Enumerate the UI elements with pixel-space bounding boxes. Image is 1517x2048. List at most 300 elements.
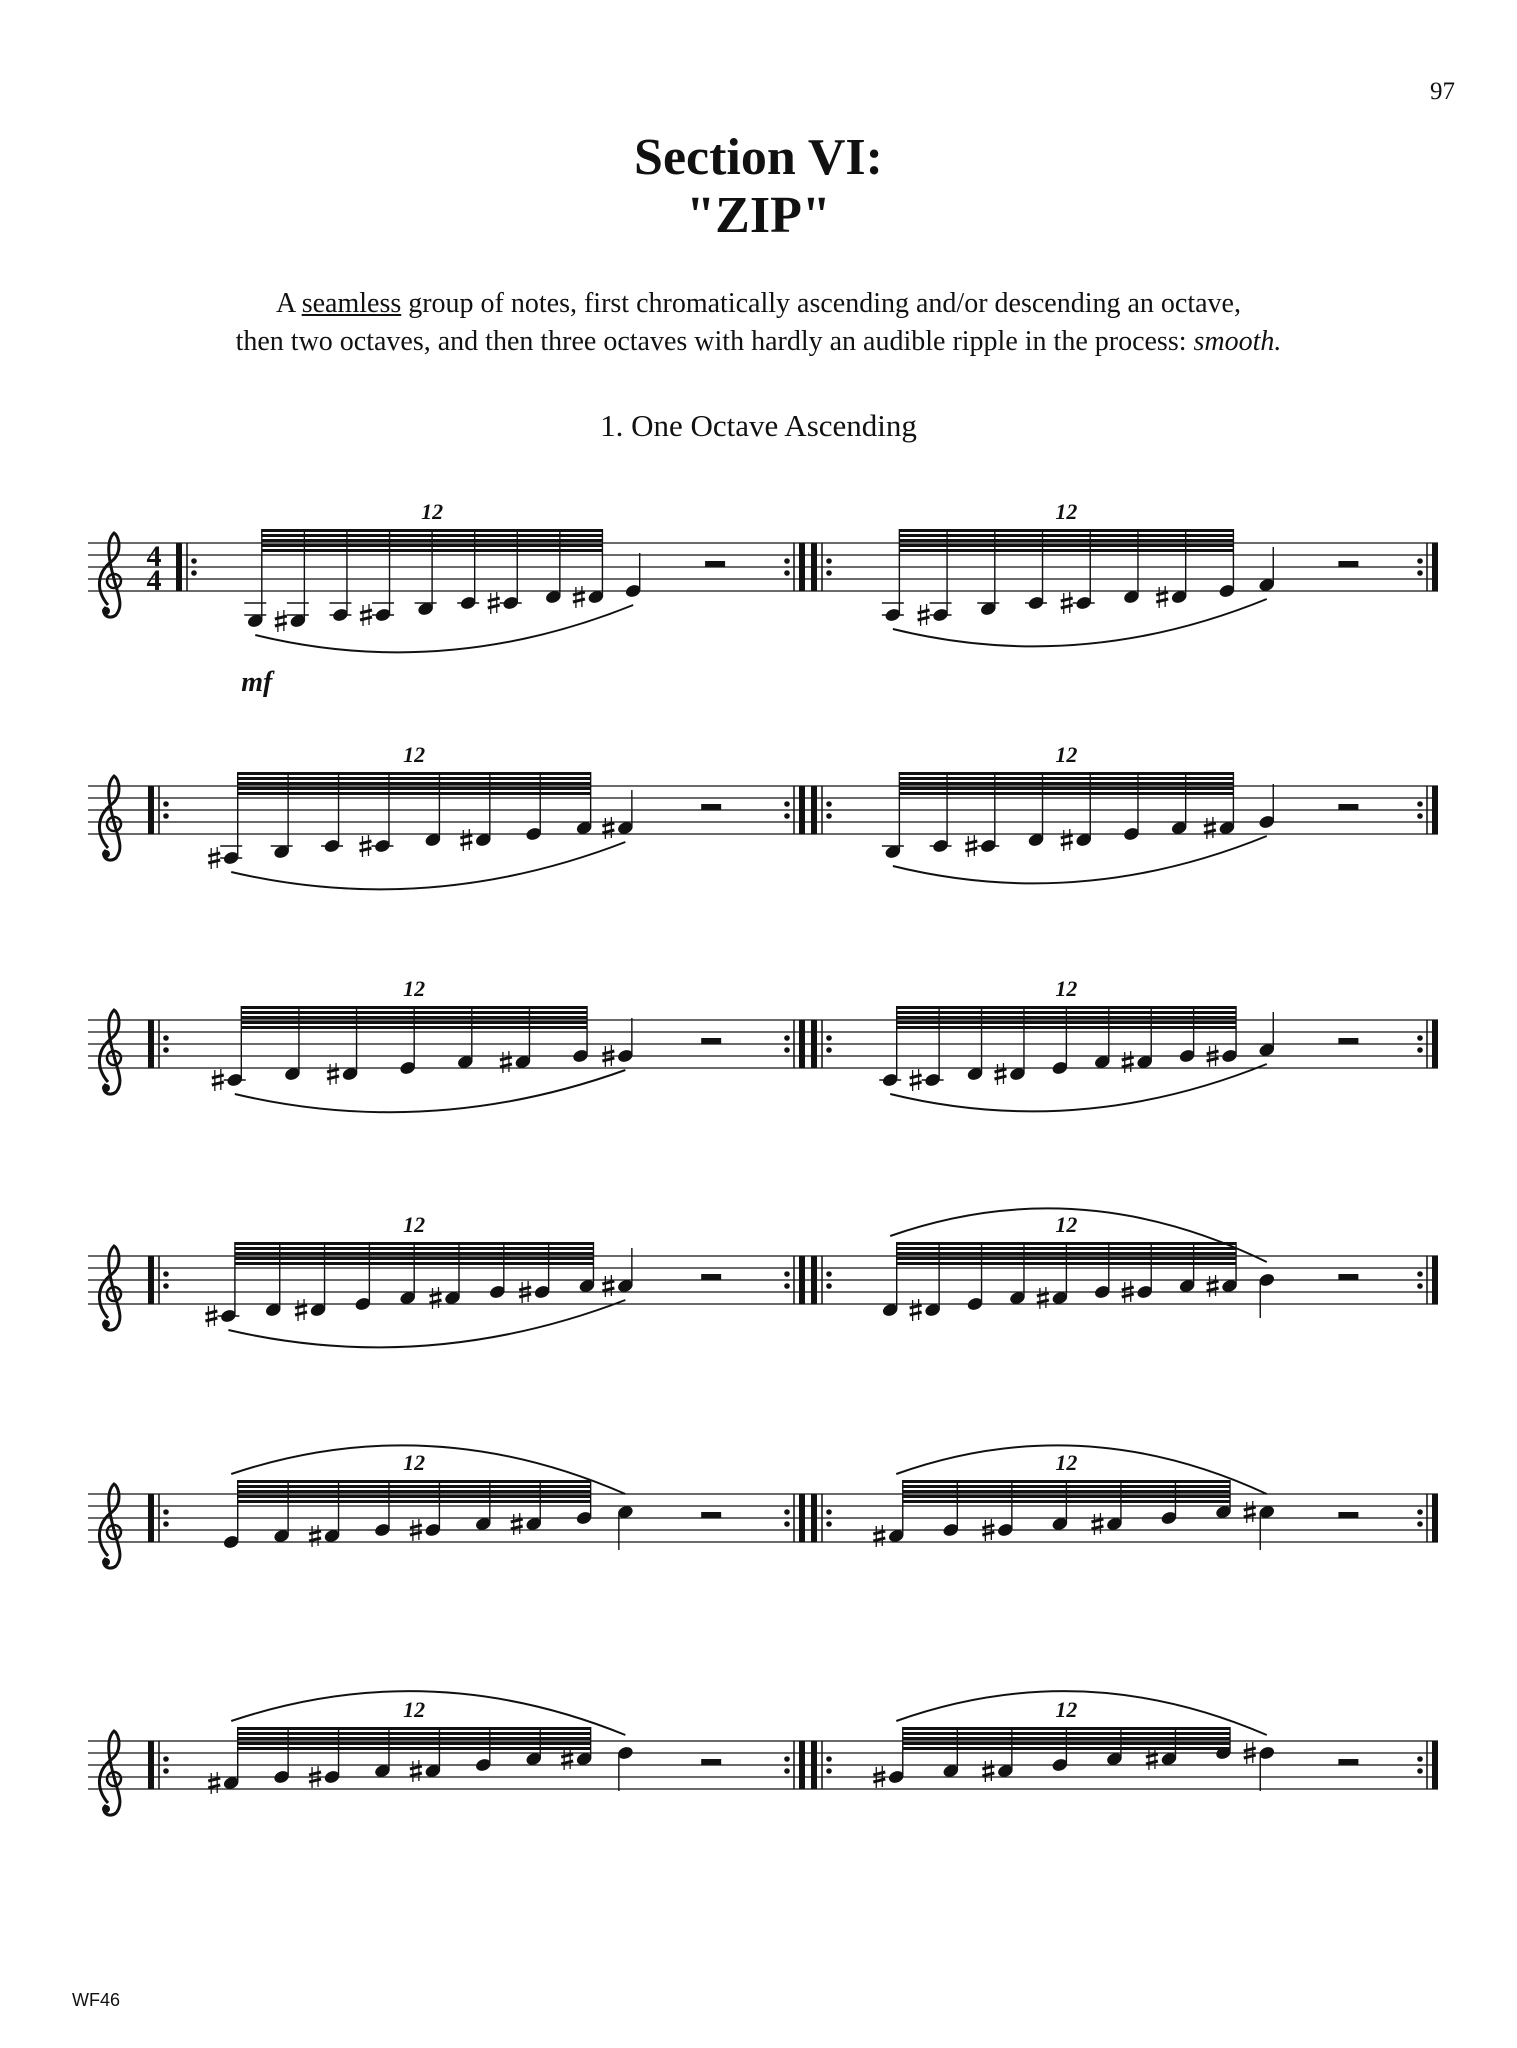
beam	[897, 1242, 1236, 1245]
beam	[897, 1262, 1236, 1265]
sharp-sign	[275, 610, 287, 632]
sharp-bar	[327, 1069, 339, 1072]
sharp-bar	[873, 1772, 885, 1775]
sharp-bar	[561, 1761, 573, 1764]
repeat-dot	[826, 570, 832, 576]
measure	[873, 1445, 1358, 1550]
sharp-sign	[1061, 829, 1073, 851]
beam	[903, 1485, 1230, 1488]
half-rest	[1338, 1759, 1358, 1765]
clef-dot	[102, 1558, 110, 1566]
slur	[228, 1300, 625, 1347]
repeat-thick-bar	[1432, 1494, 1438, 1542]
beam	[238, 782, 591, 785]
sharp-bar	[511, 1519, 523, 1522]
repeat-thick-bar	[799, 1256, 805, 1304]
sharp-sign	[873, 1525, 885, 1547]
sharp-bar	[1061, 835, 1073, 838]
sharp-sign	[500, 1051, 512, 1073]
description-line2: then two octaves, and then three octaves with hardly an audible ripple in the process:	[235, 326, 1194, 357]
sharp-bar	[208, 860, 220, 863]
sharp-bar	[1207, 1288, 1219, 1291]
description-underlined: seamless	[301, 288, 402, 319]
sharp-bar	[205, 1318, 217, 1321]
beam	[238, 792, 591, 795]
beam	[897, 1026, 1236, 1029]
sharp-bar	[561, 1754, 573, 1757]
description-italic: smooth.	[1193, 326, 1282, 357]
beam	[897, 1252, 1236, 1255]
beam	[238, 1732, 591, 1735]
sharp-sign	[309, 1525, 321, 1547]
staff-system	[88, 1691, 1438, 1815]
sharp-bar	[965, 848, 977, 851]
beam	[899, 787, 1233, 790]
sharp-sign	[910, 1069, 922, 1091]
beam	[241, 1021, 587, 1024]
sharp-bar	[994, 1076, 1006, 1079]
beam	[238, 772, 591, 775]
clef-dot	[102, 607, 110, 615]
sharp-sign	[1207, 1275, 1219, 1297]
sharp-sign	[460, 829, 472, 851]
beam	[238, 1500, 591, 1503]
repeat-dot	[784, 558, 790, 564]
beam	[262, 544, 603, 547]
repeat-thick-bar	[811, 1020, 817, 1068]
repeat-dot	[163, 1756, 169, 1762]
repeat-dot	[163, 1768, 169, 1774]
repeat-dot	[1417, 1768, 1423, 1774]
repeat-dot	[784, 1768, 790, 1774]
repeat-dot	[784, 570, 790, 576]
sharp-bar	[359, 841, 371, 844]
half-rest	[701, 1512, 721, 1518]
measure	[241, 499, 725, 698]
sharp-sign	[1061, 592, 1073, 614]
sharp-bar	[295, 1305, 307, 1308]
sharp-sign	[488, 592, 500, 614]
repeat-thick-bar	[811, 543, 817, 591]
beam	[235, 1247, 594, 1250]
repeat-thick-bar	[1432, 1020, 1438, 1068]
sharp-sign	[1156, 586, 1168, 608]
beam	[899, 777, 1233, 780]
repeat-dot	[1417, 1521, 1423, 1527]
repeat-thick-bar	[148, 1494, 154, 1542]
sharp-bar	[212, 1075, 224, 1078]
repeat-thick-bar	[799, 543, 805, 591]
half-rest	[1338, 1512, 1358, 1518]
half-rest	[1338, 804, 1358, 810]
sharp-sign	[994, 1063, 1006, 1085]
beam	[238, 1737, 591, 1740]
sharp-sign	[965, 835, 977, 857]
beam	[262, 529, 603, 532]
beam	[238, 787, 591, 790]
measure	[882, 499, 1359, 646]
repeat-thick-bar	[148, 786, 154, 834]
treble-clef	[99, 776, 121, 860]
sharp-bar	[309, 1779, 321, 1782]
repeat-dot	[163, 1283, 169, 1289]
clef-dot	[102, 1084, 110, 1092]
sharp-bar	[359, 848, 371, 851]
tuplet-number: 12	[1055, 1450, 1078, 1475]
treble-clef	[99, 1010, 121, 1094]
sharp-bar	[910, 1082, 922, 1085]
clef-dot	[102, 1805, 110, 1813]
beam	[899, 549, 1233, 552]
repeat-thick-bar	[799, 786, 805, 834]
sharp-bar	[573, 592, 585, 595]
repeat-dot	[784, 1271, 790, 1277]
section-subtitle: "ZIP"	[686, 187, 831, 244]
beam	[238, 1480, 591, 1483]
sharp-bar	[1037, 1300, 1049, 1303]
sharp-bar	[360, 617, 372, 620]
staff-system	[88, 742, 1438, 889]
sharp-sign	[1037, 1287, 1049, 1309]
sharp-bar	[873, 1538, 885, 1541]
sharp-bar	[994, 1069, 1006, 1072]
measure	[208, 742, 721, 889]
sharp-sign	[1122, 1051, 1134, 1073]
staff-system	[88, 976, 1438, 1112]
sharp-bar	[982, 1525, 994, 1528]
repeat-dot	[163, 1509, 169, 1515]
tuplet-number: 12	[403, 1450, 426, 1475]
dynamic-marking: mf	[241, 667, 273, 698]
repeat-dot	[784, 801, 790, 807]
sharp-bar	[410, 1532, 422, 1535]
beam	[903, 1495, 1230, 1498]
time-signature-top: 4	[146, 540, 162, 573]
sharp-bar	[602, 1288, 614, 1291]
repeat-dot	[826, 801, 832, 807]
treble-clef	[99, 533, 121, 617]
sharp-bar	[410, 1773, 422, 1776]
beam	[238, 1747, 591, 1750]
sharp-sign	[982, 1760, 994, 1782]
beam	[903, 1737, 1230, 1740]
repeat-thick-bar	[811, 786, 817, 834]
beam	[897, 1021, 1236, 1024]
sharp-bar	[410, 1525, 422, 1528]
sharp-bar	[1122, 1064, 1134, 1067]
beam	[235, 1262, 594, 1265]
half-rest	[701, 1038, 721, 1044]
sharp-bar	[519, 1294, 531, 1297]
sharp-bar	[1207, 1051, 1219, 1054]
sharp-bar	[1091, 1519, 1103, 1522]
repeat-dot	[163, 1047, 169, 1053]
repeat-dot	[163, 1271, 169, 1277]
sharp-bar	[1122, 1057, 1134, 1060]
beam	[903, 1480, 1230, 1483]
beam	[897, 1247, 1236, 1250]
beam	[899, 539, 1233, 542]
measure	[208, 1691, 721, 1794]
beam	[903, 1742, 1230, 1745]
description-start: A	[276, 288, 302, 319]
tuplet-number: 12	[1055, 742, 1078, 767]
sharp-bar	[327, 1076, 339, 1079]
beam	[238, 1495, 591, 1498]
sharp-sign	[1091, 1513, 1103, 1535]
repeat-dot	[826, 1521, 832, 1527]
beam	[897, 1011, 1236, 1014]
repeat-dot	[826, 1283, 832, 1289]
beam	[899, 772, 1233, 775]
sharp-sign	[205, 1305, 217, 1327]
sharp-bar	[205, 1311, 217, 1314]
beam	[241, 1016, 587, 1019]
sharp-bar	[295, 1312, 307, 1315]
sharp-bar	[1122, 1294, 1134, 1297]
repeat-thick-bar	[1432, 543, 1438, 591]
clef-dot	[102, 1320, 110, 1328]
sharp-bar	[309, 1772, 321, 1775]
repeat-dot	[1417, 1283, 1423, 1289]
repeat-dot	[163, 801, 169, 807]
repeat-dot	[163, 1035, 169, 1041]
repeat-dot	[1417, 1756, 1423, 1762]
sharp-bar	[410, 1766, 422, 1769]
beam	[238, 1485, 591, 1488]
measure	[222, 1445, 721, 1550]
repeat-thick-bar	[1432, 1256, 1438, 1304]
beam	[903, 1500, 1230, 1503]
tuplet-number: 12	[403, 976, 426, 1001]
sharp-sign	[573, 586, 585, 608]
repeat-dot	[1417, 1035, 1423, 1041]
sharp-bar	[208, 853, 220, 856]
beam	[262, 539, 603, 542]
tuplet-number: 12	[1055, 499, 1078, 524]
beam	[899, 782, 1233, 785]
sharp-bar	[982, 1773, 994, 1776]
tuplet-number: 12	[1055, 1212, 1078, 1237]
tuplet-number: 12	[421, 499, 444, 524]
beam	[897, 1257, 1236, 1260]
sharp-bar	[1122, 1287, 1134, 1290]
sharp-sign	[1146, 1748, 1158, 1770]
repeat-thick-bar	[799, 1741, 805, 1789]
sharp-bar	[519, 1287, 531, 1290]
beam	[238, 1727, 591, 1730]
exercise-heading: 1. One Octave Ascending	[600, 408, 917, 443]
repeat-dot	[784, 1756, 790, 1762]
staff-system	[88, 1445, 1438, 1568]
repeat-dot	[784, 813, 790, 819]
sharp-bar	[360, 610, 372, 613]
sharp-bar	[1204, 823, 1216, 826]
repeat-dot	[826, 1047, 832, 1053]
repeat-dot	[784, 1283, 790, 1289]
beam	[903, 1732, 1230, 1735]
sharp-bar	[309, 1538, 321, 1541]
repeat-dot	[163, 1521, 169, 1527]
repeat-thick-bar	[1432, 786, 1438, 834]
repeat-dot	[784, 1521, 790, 1527]
repeat-dot	[1417, 801, 1423, 807]
sharp-sign	[1204, 817, 1216, 839]
half-rest	[701, 1759, 721, 1765]
sharp-sign	[360, 604, 372, 626]
sharp-sign	[359, 835, 371, 857]
tuplet-number: 12	[403, 1697, 426, 1722]
staff-system	[88, 499, 1438, 698]
beam	[262, 534, 603, 537]
beam	[235, 1242, 594, 1245]
tuplet-number: 12	[1055, 1697, 1078, 1722]
repeat-dot	[826, 1756, 832, 1762]
sharp-sign	[295, 1299, 307, 1321]
sharp-bar	[1156, 592, 1168, 595]
repeat-dot	[191, 570, 197, 576]
sharp-bar	[982, 1532, 994, 1535]
sharp-bar	[602, 830, 614, 833]
tuplet-number: 12	[1055, 976, 1078, 1001]
repeat-dot	[826, 558, 832, 564]
beam	[897, 1016, 1236, 1019]
sharp-bar	[982, 1766, 994, 1769]
repeat-dot	[1417, 813, 1423, 819]
beam	[903, 1490, 1230, 1493]
half-rest	[701, 1274, 721, 1280]
repeat-thick-bar	[148, 1256, 154, 1304]
beam	[241, 1006, 587, 1009]
sharp-sign	[212, 1069, 224, 1091]
sharp-bar	[460, 835, 472, 838]
half-rest	[1338, 561, 1358, 567]
sharp-bar	[500, 1064, 512, 1067]
sharp-bar	[1204, 830, 1216, 833]
repeat-dot	[163, 813, 169, 819]
sharp-bar	[910, 1075, 922, 1078]
time-signature-bottom: 4	[146, 564, 162, 597]
sharp-sign	[602, 1275, 614, 1297]
sharp-bar	[1091, 1526, 1103, 1529]
sharp-bar	[429, 1300, 441, 1303]
repeat-dot	[784, 1047, 790, 1053]
sharp-sign	[918, 604, 930, 626]
beam	[241, 1026, 587, 1029]
repeat-dot	[826, 1509, 832, 1515]
repeat-dot	[784, 1509, 790, 1515]
repeat-thick-bar	[799, 1494, 805, 1542]
sharp-bar	[1146, 1761, 1158, 1764]
beam	[903, 1747, 1230, 1750]
tuplet-number: 12	[403, 1212, 426, 1237]
beam	[899, 534, 1233, 537]
sharp-bar	[602, 1058, 614, 1061]
beam	[899, 792, 1233, 795]
beam	[238, 1742, 591, 1745]
half-rest	[1338, 1274, 1358, 1280]
beam	[899, 544, 1233, 547]
sharp-sign	[208, 1772, 220, 1794]
sharp-sign	[511, 1513, 523, 1535]
sharp-sign	[910, 1299, 922, 1321]
sharp-bar	[1244, 1748, 1256, 1751]
sharp-sign	[429, 1287, 441, 1309]
sharp-sign	[208, 847, 220, 869]
sharp-bar	[275, 623, 287, 626]
sharp-bar	[918, 610, 930, 613]
repeat-dot	[191, 558, 197, 564]
beam	[897, 1006, 1236, 1009]
sharp-bar	[602, 823, 614, 826]
sharp-bar	[1037, 1293, 1049, 1296]
repeat-thick-bar	[176, 543, 182, 591]
repeat-dot	[1417, 1047, 1423, 1053]
treble-clef	[99, 1484, 121, 1568]
repeat-thick-bar	[148, 1741, 154, 1789]
footer-code: WF46	[72, 1990, 121, 2010]
slur	[890, 1064, 1267, 1111]
sharp-bar	[573, 599, 585, 602]
clef-dot	[102, 850, 110, 858]
description-line1: group of notes, first chromatically ascending and/or descending an octave,	[401, 288, 1241, 319]
repeat-thick-bar	[811, 1741, 817, 1789]
beam	[899, 529, 1233, 532]
repeat-dot	[1417, 1509, 1423, 1515]
sharp-bar	[488, 605, 500, 608]
slur	[231, 842, 625, 889]
sharp-bar	[1156, 599, 1168, 602]
repeat-thick-bar	[1432, 1741, 1438, 1789]
sharp-bar	[1061, 842, 1073, 845]
sharp-bar	[1061, 605, 1073, 608]
sharp-bar	[602, 1281, 614, 1284]
sharp-bar	[429, 1293, 441, 1296]
sharp-bar	[511, 1526, 523, 1529]
repeat-thick-bar	[811, 1494, 817, 1542]
half-rest	[1338, 1038, 1358, 1044]
sharp-bar	[1146, 1754, 1158, 1757]
sharp-bar	[1244, 1755, 1256, 1758]
repeat-dot	[784, 1035, 790, 1041]
beam	[235, 1252, 594, 1255]
sharp-sign	[1244, 1501, 1256, 1523]
sharp-bar	[275, 616, 287, 619]
sharp-bar	[1244, 1514, 1256, 1517]
sharp-bar	[910, 1305, 922, 1308]
tuplet-number: 12	[403, 742, 426, 767]
repeat-dot	[826, 813, 832, 819]
sharp-bar	[965, 841, 977, 844]
sharp-bar	[873, 1779, 885, 1782]
sharp-bar	[212, 1082, 224, 1085]
beam	[903, 1727, 1230, 1730]
sharp-bar	[208, 1778, 220, 1781]
repeat-thick-bar	[799, 1020, 805, 1068]
sharp-bar	[918, 617, 930, 620]
half-rest	[701, 804, 721, 810]
sharp-bar	[1207, 1281, 1219, 1284]
treble-clef	[99, 1246, 121, 1330]
beam	[262, 549, 603, 552]
sharp-bar	[208, 1785, 220, 1788]
repeat-dot	[1417, 558, 1423, 564]
sharp-sign	[327, 1063, 339, 1085]
beam	[238, 1490, 591, 1493]
treble-clef	[99, 1731, 121, 1815]
repeat-dot	[826, 1035, 832, 1041]
sharp-bar	[602, 1051, 614, 1054]
